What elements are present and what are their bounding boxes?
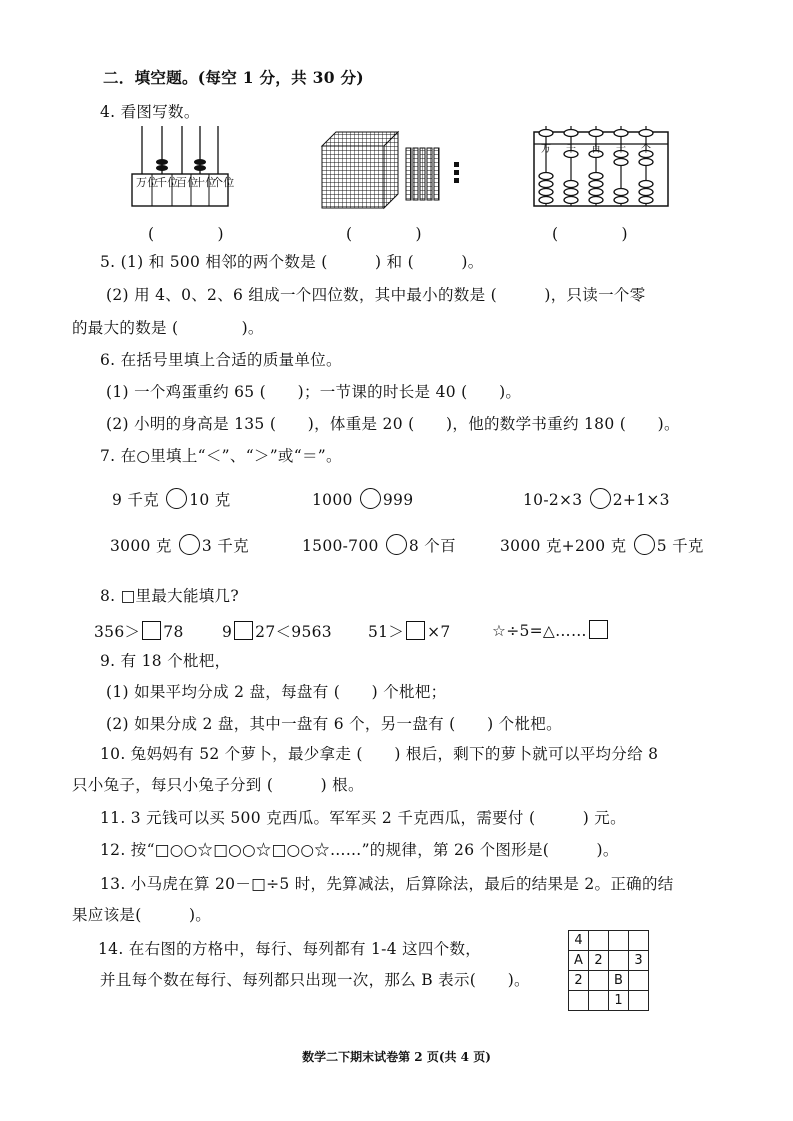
q7-item — [523, 488, 670, 509]
q7-left: 3000 克 — [110, 537, 172, 555]
q6-line-2: (2) 小明的身高是 135 ( )，体重是 20 ( )，他的数学书重约 180 ( )。 — [106, 415, 680, 433]
q8-item — [94, 620, 184, 642]
abacus-label: 十位 — [194, 176, 217, 189]
q8-title: 8. □里最大能填几? — [100, 587, 239, 605]
q8-item — [492, 620, 610, 640]
grid-cell — [609, 951, 629, 971]
q7-item — [302, 534, 456, 556]
q9-title: 9. 有 18 个枇杷， — [100, 652, 231, 670]
q10-line-2: 只小兔子，每只小兔子分到 ( ) 根。 — [72, 776, 364, 794]
q8-left: 51＞ — [368, 623, 405, 641]
q8-left: 9 — [222, 623, 233, 641]
q7-item — [500, 534, 704, 556]
abacus-label: 万位 — [136, 176, 159, 189]
q7-right: 3 千克 — [201, 537, 249, 555]
grid-cell — [629, 931, 649, 951]
grid-cell: 1 — [609, 991, 629, 1011]
q7-title: 7. 在○里填上“＜”、“＞”或“＝”。 — [100, 447, 342, 465]
grid-cell: 2 — [569, 971, 589, 991]
abacus-label: 千位 — [156, 176, 179, 189]
grid-cell — [589, 991, 609, 1011]
grid-cell — [589, 971, 609, 991]
grid-cell — [629, 991, 649, 1011]
q9-line-1: (1) 如果平均分成 2 盘，每盘有 ( ) 个枇杷； — [106, 683, 447, 701]
compare-circle[interactable] — [179, 534, 200, 555]
abacus2-label: 百 — [591, 144, 602, 155]
answer-box[interactable] — [142, 621, 161, 640]
grid-cell: B — [609, 971, 629, 991]
q5-line-3: 的最大的数是 ( )。 — [72, 319, 264, 337]
q9-line-2: (2) 如果分成 2 盘，其中一盘有 6 个，另一盘有 ( ) 个枇杷。 — [106, 715, 562, 733]
abacus2-label-row — [536, 140, 666, 155]
abacus2-label: 千 — [566, 144, 577, 155]
q5-line-1: 5. (1) 和 500 相邻的两个数是 ( ) 和 ( )。 — [100, 253, 484, 271]
q8-item — [368, 620, 451, 642]
counting-frame-figure — [130, 122, 235, 212]
compare-circle[interactable] — [634, 534, 655, 555]
q12-line: 12. 按“□○○☆□○○☆□○○☆……”的规律，第 26 个图形是( )。 — [100, 841, 619, 859]
q7-left: 10-2×3 — [523, 491, 583, 509]
q8-left: 356＞ — [94, 623, 141, 641]
abacus-figure — [532, 124, 672, 208]
latin-square-grid — [568, 930, 649, 1011]
q5-line-2: (2) 用 4、0、2、6 组成一个四位数，其中最小的数是 ( )，只读一个零 — [106, 286, 646, 304]
grid-cell — [589, 931, 609, 951]
q13-line-2: 果应该是( )。 — [72, 906, 212, 924]
compare-circle[interactable] — [386, 534, 407, 555]
answer-box[interactable] — [406, 621, 425, 640]
q13-line-1: 13. 小马虎在算 20－□÷5 时，先算减法，后算除法，最后的结果是 2。正确的结 — [100, 875, 674, 893]
abacus2-label: 个 — [641, 144, 652, 155]
grid-cell — [569, 991, 589, 1011]
q7-right: 8 个百 — [408, 537, 456, 555]
q4-blank-2[interactable]: ( ) — [346, 225, 422, 243]
compare-circle[interactable] — [360, 488, 381, 509]
q4-blank-1[interactable]: ( ) — [148, 225, 224, 243]
q4-blank-3[interactable]: ( ) — [552, 225, 628, 243]
q7-left: 1500-700 — [302, 537, 379, 555]
q14-line-2: 并且每个数在每行、每列都只出现一次，那么 B 表示( )。 — [100, 971, 530, 989]
q10-line-1: 10. 兔妈妈有 52 个萝卜，最少拿走 ( ) 根后，剩下的萝卜就可以平均分给 8 — [100, 745, 659, 763]
q4-title: 4. 看图写数。 — [100, 103, 200, 121]
q14-line-1: 14. 在右图的方格中，每行、每列都有 1-4 这四个数， — [98, 940, 482, 958]
abacus-label: 百位 — [176, 176, 199, 189]
q8-right: 78 — [163, 623, 184, 641]
q7-right: 999 — [382, 491, 414, 509]
q11-line: 11. 3 元钱可以买 500 克西瓜。军军买 2 千克西瓜，需要付 ( ) 元。 — [100, 809, 626, 827]
q7-right: 2+1×3 — [612, 491, 670, 509]
q8-left: ☆÷5=△…… — [492, 622, 587, 640]
q7-left: 3000 克+200 克 — [500, 537, 627, 555]
q8-item — [222, 620, 332, 642]
q6-line-1: (1) 一个鸡蛋重约 65 ( )；一节课的时长是 40 ( )。 — [106, 383, 522, 401]
abacus2-label: 万 — [541, 144, 552, 155]
base-ten-blocks-figure — [318, 130, 468, 212]
answer-box[interactable] — [589, 620, 608, 639]
q6-title: 6. 在括号里填上合适的质量单位。 — [100, 351, 342, 369]
q8-right: 27＜9563 — [255, 623, 332, 641]
abacus2-label: 十 — [616, 144, 627, 155]
q8-right: ×7 — [427, 623, 451, 641]
compare-circle[interactable] — [166, 488, 187, 509]
q7-item — [112, 488, 231, 510]
q7-left: 9 千克 — [112, 491, 159, 509]
grid-cell — [609, 931, 629, 951]
q7-item — [312, 488, 413, 509]
q7-right: 5 千克 — [656, 537, 704, 555]
abacus-label: 个位 — [212, 176, 235, 189]
section-title: 二．填空题。(每空 1 分，共 30 分) — [103, 68, 364, 87]
compare-circle[interactable] — [590, 488, 611, 509]
grid-cell: A — [569, 951, 589, 971]
q7-item — [110, 534, 249, 556]
grid-cell: 4 — [569, 931, 589, 951]
q7-right: 10 克 — [189, 491, 231, 509]
page-footer: 数学二下期末试卷第 2 页(共 4 页) — [302, 1050, 491, 1064]
grid-cell: 2 — [589, 951, 609, 971]
q7-left: 1000 — [312, 491, 353, 509]
grid-cell — [629, 971, 649, 991]
grid-cell: 3 — [629, 951, 649, 971]
answer-box[interactable] — [234, 621, 253, 640]
